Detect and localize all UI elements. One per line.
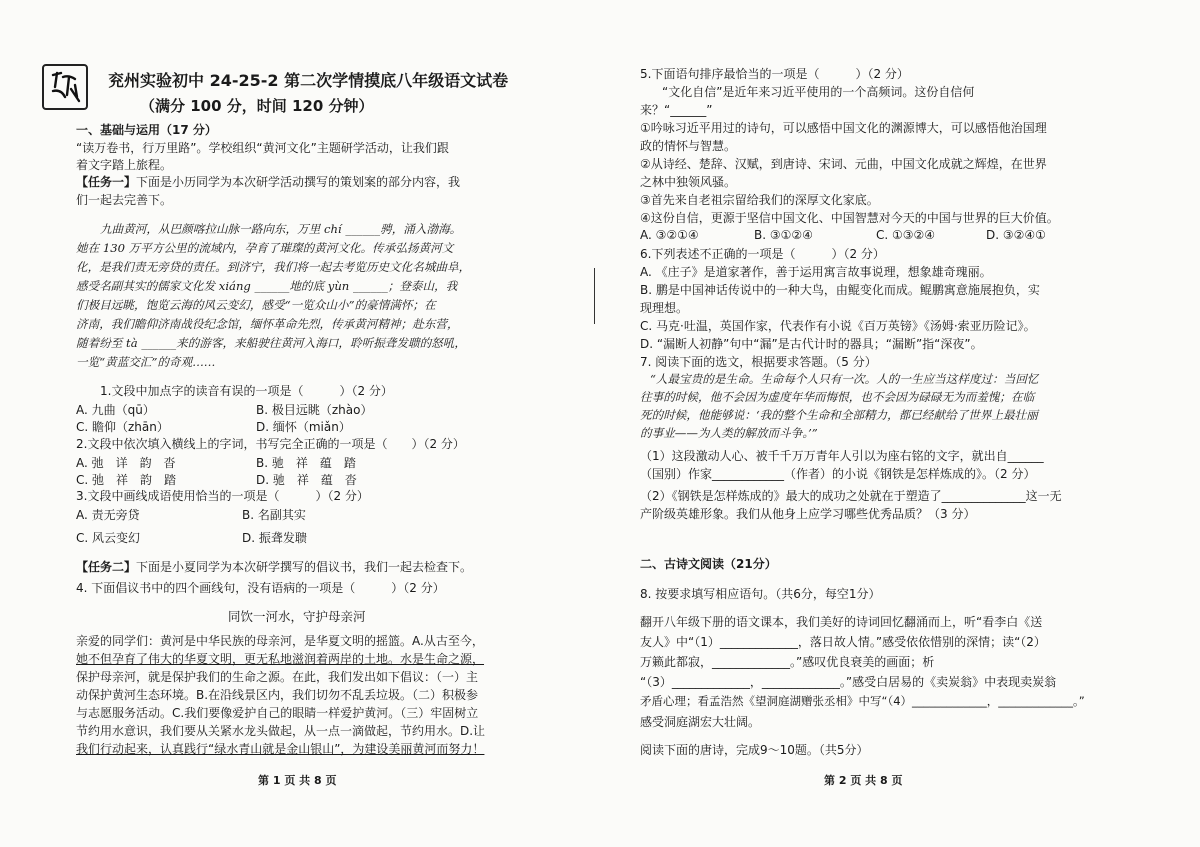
q5-option-b: B. ③①②④ (754, 228, 813, 242)
q8-line: 感受洞庭湖宏大壮阔。 (640, 715, 761, 729)
q8-line: 友人》中“（1）_____________，落日故人情。”感受依依惜别的深情；读“（2） (640, 635, 1046, 649)
q6-item: D. “漏断人初静”句中“漏”是古代计时的器具；“漏断”指“深夜”。 (640, 337, 983, 351)
q5-item: 之林中独领风骚。 (640, 175, 737, 189)
q5-item: ②从诗经、楚辞、汉赋，到唐诗、宋词、元曲，中国文化成就之辉煌，在世界 (640, 157, 1047, 171)
page-footer: 第 2 页 共 8 页 (824, 774, 903, 787)
q6-item: C. 马克·吐温，英国作家，代表作有小说《百万英镑》《汤姆·索亚历险记》。 (640, 319, 1036, 333)
q3-option-b: B. 名副其实 (242, 508, 306, 522)
q5-item: ①吟咏习近平用过的诗句，可以感悟中国文化的渊源博大，可以感悟他治国理 (640, 121, 1047, 135)
task2-line (76, 559, 472, 575)
letter-line: 动保护黄河生态环境。B.在沿线景区内，我们切勿不乱丢垃圾。（二）积极参 (76, 688, 479, 702)
letter-line: 保护母亲河，就是保护我们的生命之源。在此，我们发出如下倡议：（一）主 (76, 670, 479, 684)
exam-subtitle: （满分 100 分，时间 120 分钟） (140, 97, 374, 115)
q5-option-d: D. ③②④① (986, 228, 1046, 242)
q1-option-d: D. 缅怀（miǎn） (256, 420, 351, 434)
q8-line: 翻开八年级下册的语文课本，我们美好的诗词回忆翻涌而上，听“看李白《送 (640, 615, 1043, 629)
right-page (600, 0, 1200, 847)
question-2: 2.文段中依次填入横线上的字词，书写完全正确的一项是（ ）（2 分） (76, 437, 465, 451)
q8-line: 矛盾心理；看孟浩然《望洞庭湖赠张丞相》中写“（4）_____________，_____________。” (640, 694, 1085, 708)
letter-line: 节约用水意识，我们要从关紧水龙头做起，从一点一滴做起，节约用水。D.让 (76, 724, 486, 738)
section-1-heading: 一、基础与运用（17 分） (76, 123, 217, 137)
q7-part2-line1: （2）《钢铁是怎样炼成的》最大的成功之处就在于塑造了______________这一无 (640, 489, 1062, 503)
q2-option-c: C. 弛 祥 韵 踏 (76, 473, 177, 487)
task1-text-2: 们一起去完善下。 (76, 193, 173, 207)
q7-passage-line: 往事的时候，他不会因为虚度年华而悔恨，也不会因为碌碌无为而羞愧；在临 (640, 390, 1035, 404)
school-logo (42, 64, 88, 110)
letter-line: 我们行动起来，认真践行“绿水青山就是金山银山”，为建设美丽黄河而努力！ (76, 742, 485, 756)
letter-line: 与志愿服务活动。C.我们要像爱护自己的眼睛一样爱护黄河。（三）牢固树立 (76, 706, 479, 720)
q1-option-c: C. 瞻仰（zhān） (76, 420, 169, 434)
q5-option-c: C. ①③②④ (876, 228, 936, 242)
letter-title: 同饮一河水，守护母亲河 (228, 609, 366, 624)
task2-text: 下面是小夏同学为本次研学撰写的倡议书，我们一起去检查下。 (136, 560, 473, 574)
q3-option-a: A. 责无旁贷 (76, 508, 140, 522)
letter-line: 她不但孕育了伟大的华夏文明，更无私地滋润着两岸的土地。水是生命之源， (76, 652, 485, 666)
task1-line (76, 174, 460, 190)
q7-passage-line: 的事业——为人类的解放而斗争。’” (640, 426, 818, 440)
passage-line: 一览“黄蓝交汇”的奇观…… (76, 355, 216, 369)
q7-part2-line2: 产阶级英雄形象。我们从他身上应学习哪些优秀品质？（3 分） (640, 507, 976, 521)
q3-option-c: C. 风云变幻 (76, 531, 141, 545)
q5-lead: “文化自信”是近年来习近平使用的一个高频词。这份自信何 (662, 85, 975, 99)
question-3: 3.文段中画线成语使用恰当的一项是（ ）（2 分） (76, 489, 369, 503)
q6-item: 现理想。 (640, 301, 689, 315)
question-8: 8. 按要求填写相应语句。（共6分，每空1分） (640, 587, 881, 601)
q2-option-a: A. 弛 详 韵 沓 (76, 456, 176, 470)
q1-option-b: B. 极目远眺（zhào） (256, 403, 373, 417)
section-2-heading: 二、古诗文阅读（21分） (640, 557, 777, 571)
task2-label: 【任务二】 (76, 560, 137, 574)
passage-line: 随着纷至 tà ______来的游客，来船驶往黄河入海口，聆听振聋发聩的怒吼， (76, 336, 466, 350)
exam-title: 兖州实验初中 24-25-2 第二次学情摸底八年级语文试卷 (108, 71, 509, 90)
q2-option-b: B. 驰 祥 蕴 踏 (256, 456, 356, 470)
q8-line: “（3）_____________，_____________。”感受白居易的《卖炭翁》中表现卖炭翁 (640, 675, 1057, 689)
q5-lead-2: 来？“______” (640, 103, 713, 117)
passage-line: 济南，我们瞻仰济南战役纪念馆，缅怀革命先烈，传承黄河精神；赴东营， (76, 317, 459, 331)
q9-intro: 阅读下面的唐诗，完成9～10题。（共5分） (640, 743, 869, 757)
passage-line: 化，是我们责无旁贷的责任。到济宁，我们将一起去考览历史文化名城曲阜， (76, 260, 471, 274)
letter-line: 亲爱的同学们：黄河是中华民族的母亲河，是华夏文明的摇篮。A.从古至今， (76, 634, 484, 648)
q5-item: 政的情怀与智慧。 (640, 139, 737, 153)
intro-line-1: “读万卷书，行万里路”。学校组织“黄河文化”主题研学活动，让我们跟 (76, 141, 449, 155)
passage-line: 她在 130 万平方公里的流域内，孕育了璀璨的黄河文化。传承弘扬黄河文 (76, 241, 454, 255)
passage-line: 九曲黄河，从巴颜喀拉山脉一路向东，万里 chí ______骋，涌入渤海。 (100, 222, 462, 236)
q7-part1-line2: （国别）作家____________（作者）的小说《钢铁是怎样炼成的》。（2 分） (640, 467, 1036, 481)
question-5: 5.下面语句排序最恰当的一项是（ ）（2 分） (640, 67, 909, 81)
q7-passage-line: 死的时候，他能够说：‘我的整个生命和全部精力，都已经献给了世界上最壮丽 (640, 408, 1038, 422)
q7-passage-line: “人最宝贵的是生命。生命每个人只有一次。人的一生应当这样度过：当回忆 (650, 372, 1039, 386)
q7-part1-line1: （1）这段激动人心、被千千万万青年人引以为座右铭的文字，就出自______ (640, 449, 1044, 463)
question-7: 7. 阅读下面的选文，根据要求答题。（5 分） (640, 355, 877, 369)
passage-line: 们极目远眺，饱览云海的风云变幻，感受“一览众山小”的豪情满怀；在 (76, 298, 436, 312)
page-divider (594, 268, 595, 324)
q6-item: A. 《庄子》是道家著作，善于运用寓言故事说理，想象雄奇瑰丽。 (640, 265, 992, 279)
question-6: 6.下列表述不正确的一项是（ ）（2 分） (640, 247, 885, 261)
q8-line: 万籁此都寂，_____________。”感叹优良衰美的画面；析 (640, 655, 935, 669)
task1-text: 下面是小历同学为本次研学活动撰写的策划案的部分内容，我 (136, 175, 461, 189)
q2-option-d: D. 驰 祥 蕴 沓 (256, 473, 357, 487)
q6-item: B. 鹏是中国神话传说中的一种大鸟，由鲲变化而成。鲲鹏寓意施展抱负，实 (640, 283, 1040, 297)
calligraphy-logo-icon (45, 67, 85, 107)
q5-option-a: A. ③②①④ (640, 228, 699, 242)
q3-option-d: D. 振聋发聩 (242, 531, 307, 545)
task1-label: 【任务一】 (76, 175, 137, 189)
question-4: 4. 下面倡议书中的四个画线句，没有语病的一项是（ ）（2 分） (76, 581, 445, 595)
passage-line: 感受名副其实的儒家文化发 xiáng ______地的底 yùn ______；登泰山，我 (76, 279, 458, 293)
intro-line-2: 着文字踏上旅程。 (76, 158, 173, 172)
q5-item: ④这份自信，更源于坚信中国文化、中国智慧对今天的中国与世界的巨大价值。 (640, 211, 1059, 225)
q1-option-a: A. 九曲（qū） (76, 403, 155, 417)
question-1: 1.文段中加点字的读音有误的一项是（ ）（2 分） (100, 384, 393, 398)
q5-item: ③首先来自老祖宗留给我们的深厚文化家底。 (640, 193, 879, 207)
page-footer: 第 1 页 共 8 页 (258, 774, 337, 787)
